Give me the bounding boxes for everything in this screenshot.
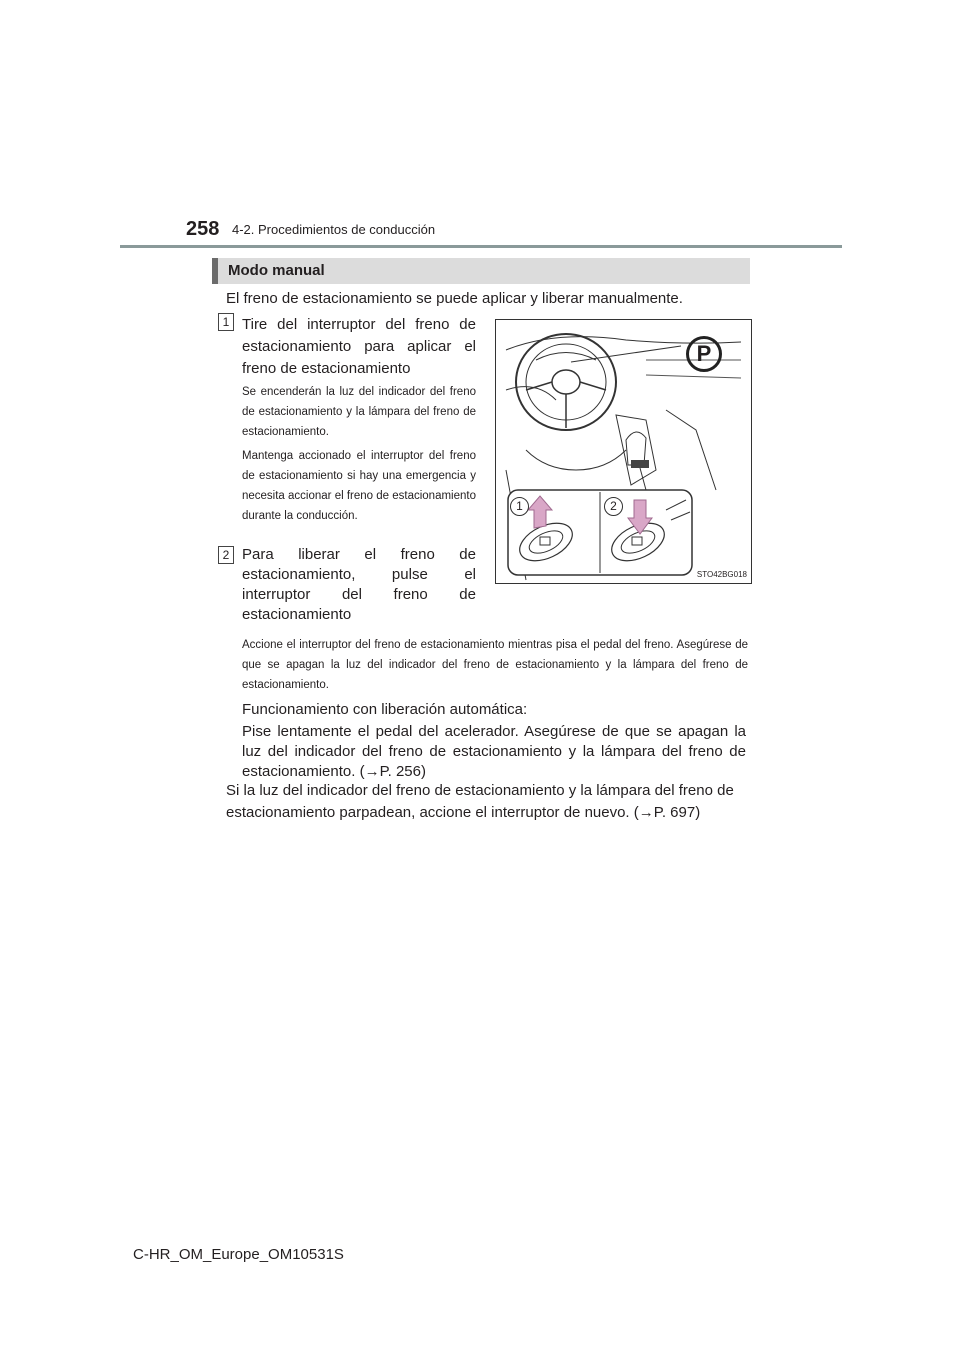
step-2-number: 2 <box>218 546 234 564</box>
figure-label-2: 2 <box>604 497 623 516</box>
header-divider <box>120 245 842 248</box>
figure-caption: STO42BG018 <box>696 570 747 579</box>
figure-label-1: 1 <box>510 497 529 516</box>
step-2-text: Para liberar el freno de estacionamiento, pulse el interruptor del freno de estacionamiento <box>242 546 476 623</box>
page-number: 258 <box>186 218 220 240</box>
step-1-note-1: Se encenderán la luz del indicador del freno de estacionamiento y la lámpara del freno de estacionamiento. <box>242 386 476 438</box>
parking-brake-figure <box>495 319 752 584</box>
blinking-warning-text: Si la luz del indicador del freno de estacionamiento y la lámpara del freno de estacionamiento parpadean, accione el interruptor de nuevo. (→P. 697) <box>226 782 734 821</box>
section-heading: Modo manual <box>228 262 325 279</box>
section-heading-bar <box>212 258 750 284</box>
intro-text: El freno de estacionamiento se puede aplicar y liberar manualmente. <box>226 290 683 307</box>
step-1-note-2: Mantenga accionado el interruptor del freno de estacionamiento si hay una emergencia y necesita accionar el freno de estacionamiento durante la conducción. <box>242 450 476 522</box>
step-1-number: 1 <box>218 313 234 331</box>
auto-release-text: Pise lentamente el pedal del acelerador. Asegúrese de que se apagan la luz del indicador del freno de estacionamiento y la lámpara del freno de estacionamiento. (→P. 256) <box>242 723 746 780</box>
step-2-note: Accione el interruptor del freno de estacionamiento mientras pisa el pedal del freno. Asegúrese de que se apagan la luz del indicador del freno de estacionamiento y la lámpara del freno de estacionamiento. <box>242 639 748 691</box>
header-section-title: 4-2. Procedimientos de conducción <box>232 222 436 237</box>
footer-doc-id: C-HR_OM_Europe_OM10531S <box>133 1246 344 1263</box>
auto-release-title: Funcionamiento con liberación automática: <box>242 701 528 718</box>
step-1-text: Tire del interruptor del freno de estacionamiento para aplicar el freno de estacionamiento <box>242 316 476 377</box>
parking-brake-symbol-icon: P <box>686 336 722 372</box>
section-heading-accent <box>212 258 218 284</box>
